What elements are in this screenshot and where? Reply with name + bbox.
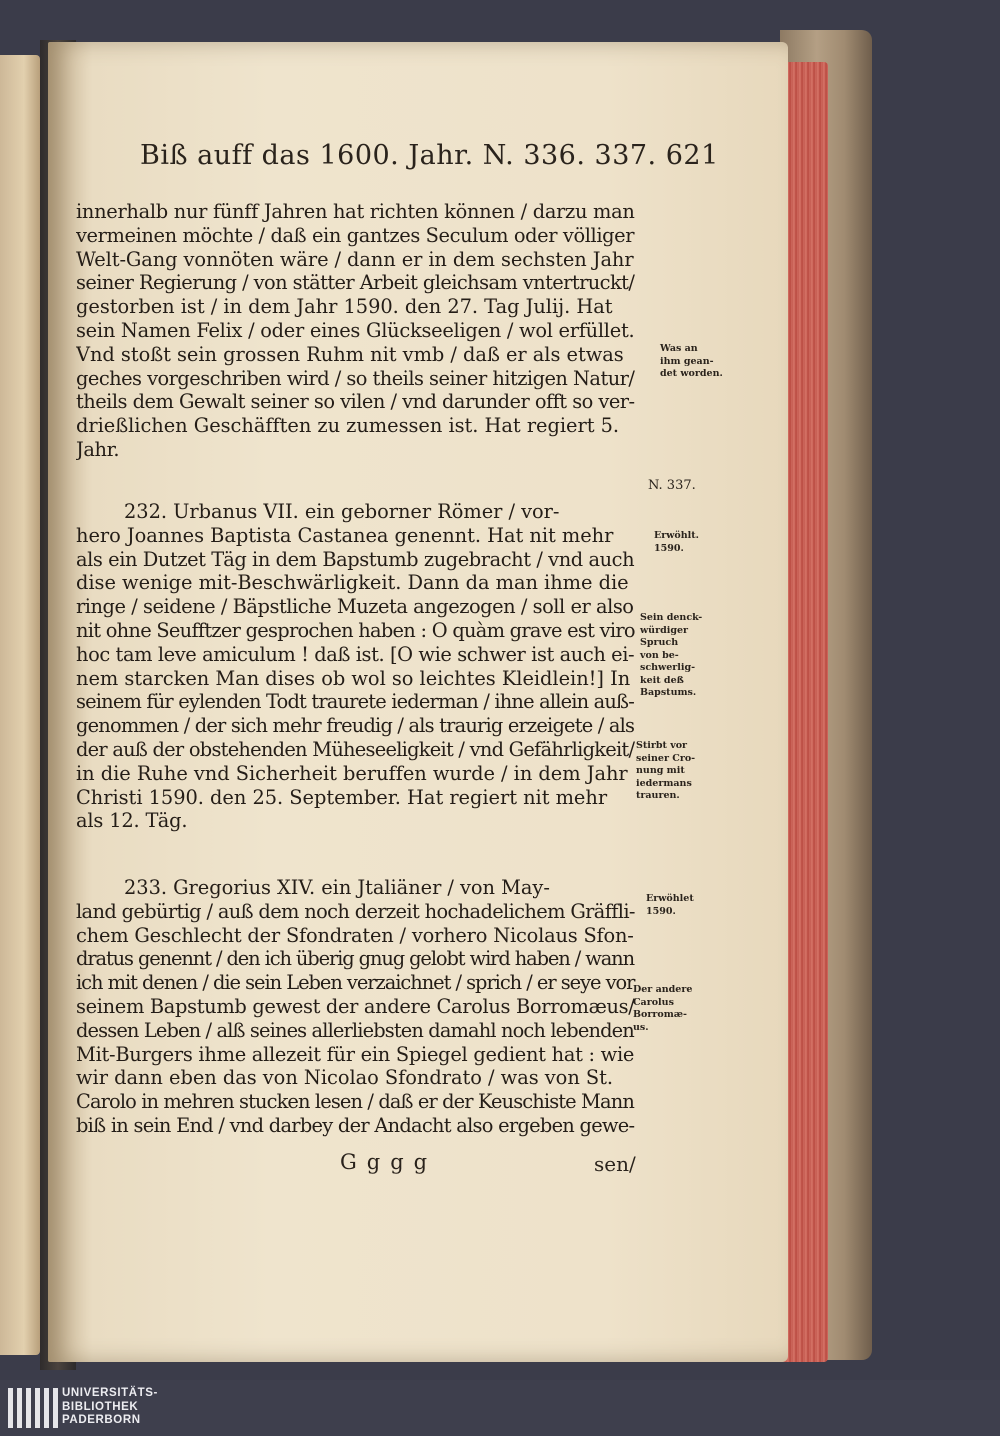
text-line: geches vorgeschriben wird / so theils seiner hitzigen Natur/ [76, 366, 635, 390]
margin-note-line: Erwöhlt. [654, 530, 699, 541]
margin-note-line: trauren. [636, 790, 680, 801]
text-line: Vnd stoßt sein grossen Ruhm nit vmb / daß er als etwas [76, 342, 624, 366]
previous-page-edge [0, 55, 40, 1355]
text-line: theils dem Gewalt seiner so vilen / vnd darunder offt so ver- [76, 390, 635, 414]
margin-note-erwoehlt [654, 530, 699, 555]
text-line: ich mit denen / die sein Leben verzaichnet / sprich / er seye vor [76, 971, 635, 995]
text-line: land gebürtig / auß dem noch derzeit hochadelichem Gräffli- [76, 899, 635, 923]
text-line: in die Ruhe vnd Sicherheit beruffen wurde / in dem Jahr [76, 761, 628, 785]
text-line: hoc tam leve amiculum ! daß ist. [O wie schwer ist auch ei- [76, 642, 635, 666]
text-line: seiner Regierung / von stätter Arbeit gleichsam vntertruckt/ [76, 271, 635, 295]
paragraph-3-gregorius [76, 876, 636, 1138]
margin-note-line: schwerlig- [640, 662, 696, 673]
text-line: vermeinen möchte / daß ein gantzes Seculum oder völliger [76, 223, 635, 247]
text-line: ringe / seidene / Bäpstliche Muzeta angezogen / soll er also [76, 595, 634, 619]
library-name-line: UNIVERSITÄTS- [62, 1387, 158, 1399]
paragraph-2-urbanus [76, 500, 636, 833]
text-line: nem starcken Man dises ob wol so leichtes Kleidlein!] In [76, 666, 631, 690]
text-line: Carolo in mehren stucken lesen / daß er der Keuschiste Mann [76, 1090, 634, 1114]
margin-note-line: nung mit [636, 765, 685, 776]
margin-note-erwoehlet [646, 893, 694, 918]
text-line: 233. Gregorius XIV. ein Jtaliäner / von May- [124, 876, 550, 899]
margin-note-stirbt [636, 740, 695, 803]
text-line: Welt-Gang vonnöten wäre / dann er in dem sechsten Jahr [76, 247, 634, 271]
margin-note-line: 1590. [654, 542, 684, 554]
margin-note-line: Erwöhlet [646, 893, 694, 904]
library-footer [0, 1380, 1000, 1436]
text-line: genommen / der sich mehr freudig / als traurig erzeigete / als [76, 714, 635, 738]
margin-note-line: seiner Cro- [636, 752, 696, 764]
margin-note-line: Carolus [633, 996, 674, 1008]
running-head: Biß auff das 1600. Jahr. N. 336. 337. 621 [140, 140, 719, 171]
signature-mark: Gggg [340, 1150, 438, 1174]
margin-note-line: det worden. [660, 368, 723, 379]
text-line: Jahr. [76, 437, 120, 461]
library-logo-icon [8, 1388, 58, 1428]
text-line: nit ohne Seufftzer gesprochen haben : O quàm grave est viro [76, 618, 635, 642]
margin-note-line: us. [633, 1021, 649, 1033]
text-line: dessen Leben / alß seines allerliebsten damahl noch lebenden [76, 1018, 634, 1042]
text-line: innerhalb nur fünff Jahren hat richten können / darzu man [76, 200, 635, 223]
text-line: biß in sein End / vnd darbey der Andacht also ergeben gewe- [76, 1113, 635, 1137]
margin-note-line: ihm gean- [660, 355, 714, 367]
text-line: 232. Urbanus VII. ein geborner Römer / vor- [124, 500, 560, 523]
text-line: dratus genennt / den ich überig gnug gelobt wird haben / wann [76, 947, 634, 971]
library-name-line: BIBLIOTHEK [62, 1400, 139, 1413]
margin-section-number: N. 337. [648, 478, 696, 493]
margin-note-line: Bapstums. [640, 687, 697, 698]
text-line: Mit-Burgers ihme allezeit für ein Spiegel gedient hat : wie [76, 1042, 635, 1066]
margin-note-line: Spruch [640, 637, 679, 648]
text-line: drießlichen Geschäfften zu zumessen ist. Hat regiert 5. [76, 414, 620, 438]
text-line: wir dann eben das von Nicolao Sfondrato / was von St. [76, 1066, 614, 1090]
text-line: als ein Dutzet Täg in dem Bapstumb zugebracht / vnd auch [76, 547, 635, 571]
text-line: hero Joannes Baptista Castanea genennt. Hat nit mehr [76, 523, 614, 547]
catchword: sen/ [594, 1152, 636, 1176]
margin-note-line: Borromæ- [633, 1009, 687, 1020]
text-line: Christi 1590. den 25. September. Hat regiert nit mehr [76, 785, 608, 809]
margin-note-carolus [633, 984, 692, 1034]
text-line: als 12. Täg. [76, 809, 188, 833]
margin-note-line: Sein denck- [640, 612, 703, 623]
margin-note-line: würdiger [640, 624, 689, 636]
margin-note-denckwuerdiger-spruch [640, 612, 702, 700]
text-line: seinem für eylenden Todt traurete iederman / ihne allein auß- [76, 690, 634, 714]
library-name [62, 1387, 158, 1428]
margin-note-line: 1590. [646, 905, 676, 917]
margin-note-line: iedermans [636, 777, 692, 789]
text-line: chem Geschlecht der Sfondraten / vorhero Nicolaus Sfon- [76, 923, 634, 947]
text-line: gestorben ist / in dem Jahr 1590. den 27. Tag Julij. Hat [76, 295, 613, 319]
margin-note-line: keit deß [640, 674, 684, 686]
margin-note-line: Was an [660, 343, 698, 354]
text-line: dise wenige mit-Beschwärligkeit. Dann da man ihme die [76, 571, 629, 595]
margin-note-was-an-ihm [660, 343, 723, 381]
margin-note-line: Stirbt vor [636, 740, 688, 751]
library-name-line: PADERBORN [62, 1414, 141, 1426]
margin-note-line: Der andere [633, 984, 693, 995]
text-line: seinem Bapstumb gewest der andere Carolus Borromæus/ [76, 994, 635, 1018]
paragraph-1 [76, 200, 636, 462]
margin-note-line: von be- [640, 649, 679, 661]
text-line: sein Namen Felix / oder eines Glückseeligen / wol erfüllet. [76, 318, 635, 342]
text-line: der auß der obstehenden Müheseeligkeit / vnd Gefährligkeit/ [76, 737, 635, 761]
